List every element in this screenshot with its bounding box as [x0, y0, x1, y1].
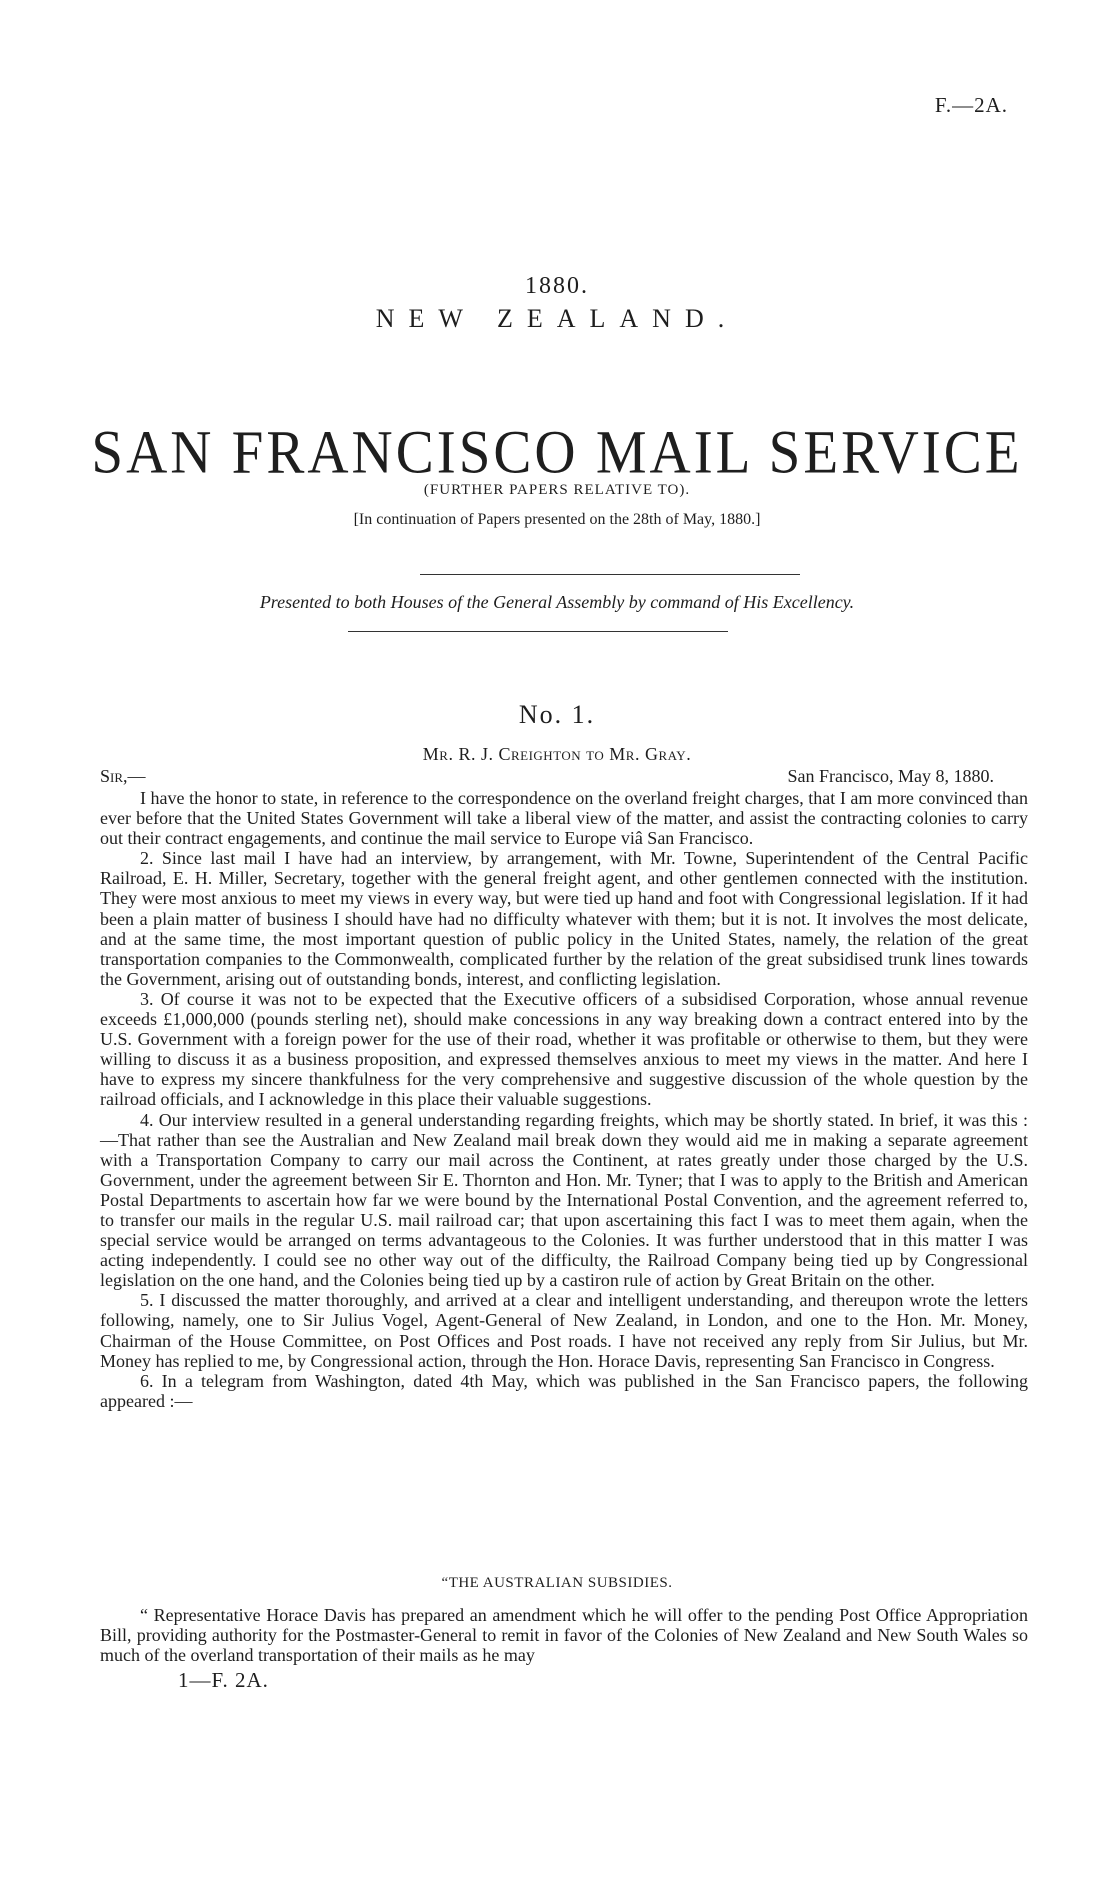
salutation: Sir,—	[100, 766, 146, 786]
paragraph-4: 4. Our interview resulted in a general understanding regarding freights, which may be shortly stated. In brief, it was this :—That rather than see the Australian and New Zealand mail break down they would aid me in making a separate agreement with a Transportation Company to carry our mail across the Continent, at rates greatly under those charged by the U.S. Government, under the agreement between Sir E. Thornton and Hon. Mr. Tyner; that I was to apply to the British and American Postal Departments to ascertain how far we were bound by the International Postal Convention, and the agreement referred to, to transfer our mails in the regular U.S. mail railroad car; that upon ascertaining this fact I was to meet them again, when the special service would be arranged on terms advantageous to the Colonies. It was further understood that in this matter I was acting independently. I could see no other way out of the difficulty, the Railroad Company being tied up by Congressional legislation on the one hand, and the Colonies being tied up by a castiron rule of action by Great Britain on the other.	[100, 1109, 1028, 1291]
paragraph-1: I have the honor to state, in reference to the correspondence on the overland freight charges, that I am more convinced than ever before that the United States Government will take a liberal view of the matter, and assist the contracting colonies to carry out their contract engagements, and continue the mail service to Europe viâ San Francisco.	[100, 788, 1028, 849]
quote-body	[100, 1605, 1028, 1665]
paragraph-6: 6. In a telegram from Washington, dated 4th May, which was published in the San Francisco papers, the following appeared :—	[100, 1370, 1028, 1411]
divider-bottom	[348, 631, 728, 632]
presented-line: Presented to both Houses of the General Assembly by command of His Excellency.	[259, 592, 855, 612]
continuation-note: [In continuation of Papers presented on the 28th of May, 1880.]	[353, 511, 761, 528]
letter-heading: Mr. R. J. Creighton to Mr. Gray.	[422, 744, 692, 764]
country-heading: NEW ZEALAND.	[375, 304, 739, 333]
divider-top	[420, 574, 800, 575]
page-reference: F.—2A.	[934, 93, 1008, 117]
quote-paragraph: “ Representative Horace Davis has prepared an amendment which he will offer to the pending Post Office Appropriation Bill, providing authority for the Postmaster-General to remit in favor of the Colonies of New Zealand and New South Wales so much of the overland transportation of their mails as he may	[100, 1605, 1028, 1666]
document-subtitle: (FURTHER PAPERS RELATIVE TO).	[423, 482, 691, 498]
paragraph-5: 5. I discussed the matter thoroughly, and arrived at a clear and intelligent understanding, and thereupon wrote the letters following, namely, one to Sir Julius Vogel, Agent-General of New Zealand, in London, and one to the Hon. Mr. Money, Chairman of the House Committee, on Post Offices and Post roads. I have not received any reply from Sir Julius, but Mr. Money has replied to me, by Congressional action, through the Hon. Horace Davis, representing San Francisco in Congress.	[100, 1290, 1028, 1371]
signature-reference: 1—F. 2A.	[178, 1668, 269, 1692]
letter-body	[100, 788, 1028, 1411]
paragraph-3: 3. Of course it was not to be expected that the Executive officers of a subsidised Corporation, whose annual revenue exceeds £1,000,000 (pounds sterling net), should make concessions in any way breaking down a contract entered into by the U.S. Government with a foreign power for the use of their road, whether it was profitable or otherwise to them, but they were willing to discuss it as a business proposition, and expressed themselves anxious to meet my views in the matter. And here I have to express my sincere thankfulness for the very comprehensive and suggestive discussion of the whole question by the railroad officials, and I acknowledge in this place their valuable suggestions.	[100, 988, 1028, 1110]
place-date: San Francisco, May 8, 1880.	[787, 766, 994, 786]
paragraph-2: 2. Since last mail I have had an interview, by arrangement, with Mr. Towne, Superintendent of the Central Pacific Railroad, E. H. Miller, Secretary, together with the general freight agent, and other gentlemen connected with the institution. They were most anxious to meet my views in every way, but were tied up hand and foot with Congressional legislation. If it had been a plain matter of business I should have had no difficulty whatever with them; but it is not. It involves the most delicate, and at the same time, the most important question of public policy in the United States, namely, the relation of the great transportation companies to the Commonwealth, complicated further by the relation of the great subsidised trunk lines towards the Government, arising out of outstanding bonds, interest, and conflicting legislation.	[100, 848, 1028, 989]
document-number: No. 1.	[518, 700, 596, 729]
quote-headline: “THE AUSTRALIAN SUBSIDIES.	[441, 1575, 673, 1591]
year-heading: 1880.	[525, 273, 589, 299]
document-title: SAN FRANCISCO MAIL SERVICE	[91, 418, 1023, 487]
